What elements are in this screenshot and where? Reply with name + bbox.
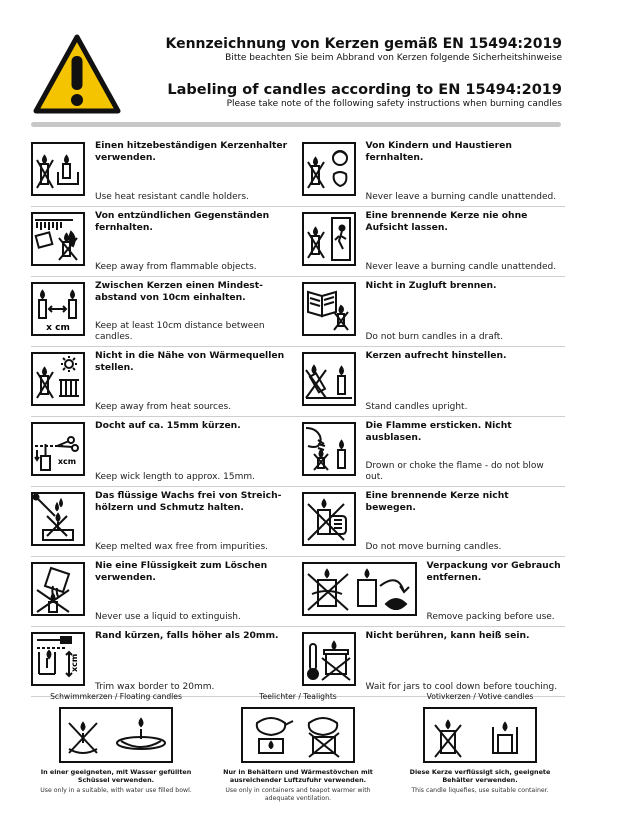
remove-packing-icon [302, 562, 417, 616]
instruction-row [31, 487, 565, 557]
instruction-en: Drown or choke the flame - do not blow out. [365, 461, 544, 482]
instruction-row [31, 137, 565, 207]
flammable-objects-icon [31, 212, 85, 266]
instruction-de: Verpackung vor Gebrauch entfernen. [426, 560, 561, 583]
instruction-en: Never leave a burning candle unattended. [365, 262, 557, 272]
section-en: Use only in containers and teapot warmer with adequate ventilation. [225, 787, 371, 802]
instruction-item [295, 627, 566, 696]
instruction-de: Nie eine Flüssigkeit zum Löschen verwenden. [95, 560, 268, 583]
instruction-en: Keep wick length to approx. 15mm. [95, 472, 255, 482]
instruction-item [31, 347, 295, 416]
children-pets-icon [302, 142, 356, 196]
section-de: In einer geeigneten, mit Wasser gefüllten Schüssel verwenden. [40, 768, 192, 784]
trim-border-icon [31, 632, 85, 686]
instruction-en: Remove packing before use. [426, 612, 555, 622]
instruction-de: Docht auf ca. 15mm kürzen. [95, 420, 241, 431]
instruction-de: Eine brennende Kerze nicht bewegen. [365, 490, 509, 513]
instruction-de: Nicht berühren, kann heiß sein. [365, 630, 530, 641]
instruction-item [31, 417, 295, 486]
section-en: This candle liquefies, use suitable container. [411, 787, 549, 794]
title-de: Kennzeichnung von Kerzen gemäß EN 15494:2019 [165, 36, 562, 52]
instruction-de: Eine brennende Kerze nie ohne Aufsicht lassen. [365, 210, 528, 233]
heat-source-icon [31, 352, 85, 406]
instruction-en: Keep away from flammable objects. [95, 262, 257, 272]
wax-clean-icon [31, 492, 85, 546]
instruction-grid [31, 137, 565, 697]
instruction-row [31, 277, 565, 347]
no-liquid-icon [31, 562, 85, 616]
instruction-item [295, 207, 566, 276]
instruction-item [31, 207, 295, 276]
section-en: Use only in a suitable, with water use filled bowl. [40, 787, 192, 794]
header-divider [31, 122, 561, 127]
instruction-en: Keep away from heat sources. [95, 402, 232, 412]
section-title: Schwimmkerzen / Floating candles [50, 692, 182, 701]
hot-jar-icon [302, 632, 356, 686]
instruction-en: Trim wax border to 20mm. [95, 682, 215, 692]
instruction-de: Das flüssige Wachs frei von Streich-hölzern und Schmutz halten. [95, 490, 282, 513]
instruction-en: Keep melted wax free from impurities. [95, 542, 269, 552]
votive-candles-section [395, 692, 565, 803]
instruction-de: Nicht in die Nähe von Wärmequellen stellen. [95, 350, 285, 373]
instruction-row [31, 417, 565, 487]
instruction-row [31, 627, 565, 697]
instruction-de: Einen hitzebeständigen Kerzenhalter verwenden. [95, 140, 288, 163]
draft-icon [302, 282, 356, 336]
tealights-section [213, 692, 383, 803]
section-title: Votivkerzen / Votive candles [426, 692, 534, 701]
section-de: Nur in Behältern und Wärmestövchen mit ausreichender Luftzufuhr verwenden. [223, 768, 373, 784]
instruction-de: Nicht in Zugluft brennen. [365, 280, 497, 291]
instruction-en: Never use a liquid to extinguish. [95, 612, 241, 622]
instruction-item [31, 277, 295, 346]
instruction-en: Use heat resistant candle holders. [95, 192, 249, 202]
instruction-en: Do not burn candles in a draft. [365, 332, 504, 342]
wick-trim-icon-label: xcm [57, 457, 77, 466]
section-de: Diese Kerze verflüssigt sich, geeignete Behälter verwenden. [409, 768, 551, 784]
instruction-item [31, 137, 295, 206]
instruction-row [31, 347, 565, 417]
instruction-en: Keep at least 10cm distance between candles. [95, 321, 265, 342]
instruction-de: Die Flamme ersticken. Nicht ausblasen. [365, 420, 512, 443]
instruction-de: Zwischen Kerzen einen Mindest-abstand von 10cm einhalten. [95, 280, 263, 303]
instruction-item [295, 277, 566, 346]
warning-triangle-icon [33, 34, 121, 114]
upright-candle-icon [302, 352, 356, 406]
instruction-item [295, 347, 566, 416]
instruction-item [295, 417, 566, 486]
floating-candle-icon [59, 707, 173, 763]
instruction-en: Stand candles upright. [365, 402, 468, 412]
instruction-de: Kerzen aufrecht hinstellen. [365, 350, 507, 361]
floating-candles-section [31, 692, 201, 803]
instruction-en: Do not move burning candles. [365, 542, 502, 552]
tealight-icon [241, 707, 355, 763]
wick-trim-icon [31, 422, 85, 476]
heat-resistant-holder-icon [31, 142, 85, 196]
no-blow-icon [302, 422, 356, 476]
votive-candle-icon [423, 707, 537, 763]
instruction-item [31, 557, 295, 626]
instruction-en: Never leave a burning candle unattended. [365, 192, 557, 202]
title-en: Labeling of candles according to EN 15494:2019 [167, 82, 562, 98]
distance-icon [31, 282, 85, 336]
instruction-row [31, 207, 565, 277]
instruction-de: Von Kindern und Haustieren fernhalten. [365, 140, 512, 163]
special-candles [31, 692, 565, 803]
distance-icon-label: x cm [46, 323, 70, 333]
subtitle-en: Please take note of the following safety instructions when burning candles [226, 99, 562, 109]
instruction-item [31, 487, 295, 556]
instruction-en: Wait for jars to cool down before touching. [365, 682, 558, 692]
instruction-item [31, 627, 295, 696]
instruction-row [31, 557, 565, 627]
instruction-item [295, 487, 566, 556]
instruction-de: Von entzündlichen Gegenständen fernhalten. [95, 210, 270, 233]
unattended-candle-icon [302, 212, 356, 266]
no-move-icon [302, 492, 356, 546]
instruction-item [295, 557, 566, 626]
subtitle-de: Bitte beachten Sie beim Abbrand von Kerzen folgende Sicherheitshinweise [225, 53, 562, 63]
section-title: Teelichter / Tealights [259, 692, 337, 701]
instruction-item [295, 137, 566, 206]
instruction-de: Rand kürzen, falls höher als 20mm. [95, 630, 279, 641]
trim-border-icon-label: xcm [70, 653, 79, 672]
